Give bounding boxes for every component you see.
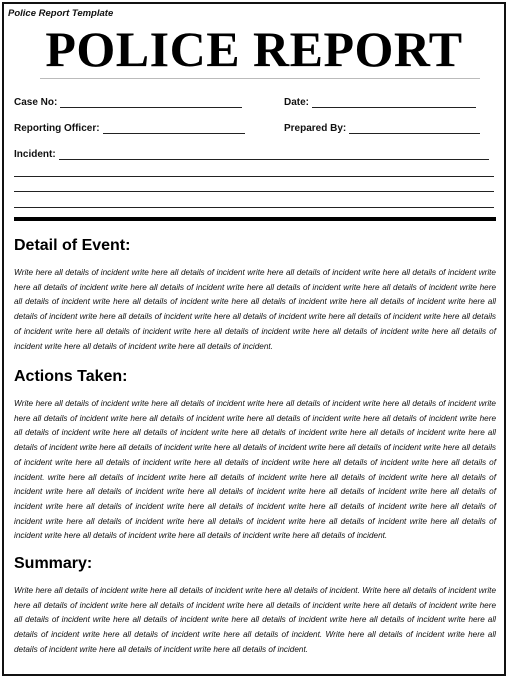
template-label: Police Report Template [8,8,114,19]
actions-taken-text: Write here all details of incident write here all details of incident write here all details of incident write here all details of incident write here all details of incident write here all details of incident write here all details of incident write here all details of incident write here all details of incident write here all details of incident write here all details of incident write here all details of incident write here all details of incident write here all details of incident write here all details of incident write here all details of incident write here all details of incident write here all details of incident write here all details of incident write here all details of incident write here all details of incident. write here all details of incident write here all details of incident write here all details of incident write here all details of incident write here all details of incident write here all details of incident write here all details of incident write here all details of incident write here all details of incident write here all details of incident write here all details of incident write here all details of incident write here all details of incident write here all details of incident write here all details of incident write here all details of incident write here all details of incident write here all details of incident write here all details of incident. [14,399,496,541]
section-divider [14,217,496,221]
incident-blank[interactable] [59,149,489,160]
case-no-field[interactable] [14,97,242,108]
actions-taken-heading: Actions Taken: [14,368,128,385]
reporting-officer-field[interactable] [14,123,245,134]
date-label: Date: [284,97,310,108]
prepared-by-field[interactable] [284,123,480,134]
incident-line-3[interactable] [14,207,494,208]
incident-field[interactable] [14,149,489,160]
summary-text: Write here all details of incident write here all details of incident write here all details of incident. Write here all details of incident write here all details of incident write here all details of incident write here all details of incident write here all details of incident write here all details of incident write here all details of incident write here all details of incident write here all details of incident write here all details of incident write here all details of incident write here all details of incident. Write here all details of incident write here all details of incident write here all details of incident write here all details of incident. [14,586,496,654]
page-title: POLICE REPORT [45,21,463,77]
incident-label: Incident: [14,149,56,160]
reporting-officer-label: Reporting Officer: [14,123,100,134]
prepared-by-label: Prepared By: [284,123,347,134]
date-blank[interactable] [312,97,476,108]
date-field[interactable] [284,97,476,108]
incident-line-2[interactable] [14,191,494,192]
detail-of-event-heading: Detail of Event: [14,237,131,254]
incident-line-1[interactable] [14,176,494,177]
prepared-by-blank[interactable] [349,123,480,134]
reporting-officer-blank[interactable] [103,123,245,134]
case-no-label: Case No: [14,97,58,108]
summary-heading: Summary: [14,555,93,572]
detail-of-event-text: Write here all details of incident write here all details of incident write here all details of incident write here all details of incident write here all details of incident write here all details of incident write here all details of incident write here all details of incident write here all details of incident write here all details of incident write here all details of incident write here all details of incident write here all details of incident write here all details of incident write here all details of incident write here all details of incident write here all details of incident write here all details of incident write here all details of incident write here all details of incident write here all details of incident write here all details of incident write here all details of incident. [14,268,496,351]
title-divider [40,78,480,79]
report-page [2,2,506,676]
case-no-blank[interactable] [60,97,242,108]
